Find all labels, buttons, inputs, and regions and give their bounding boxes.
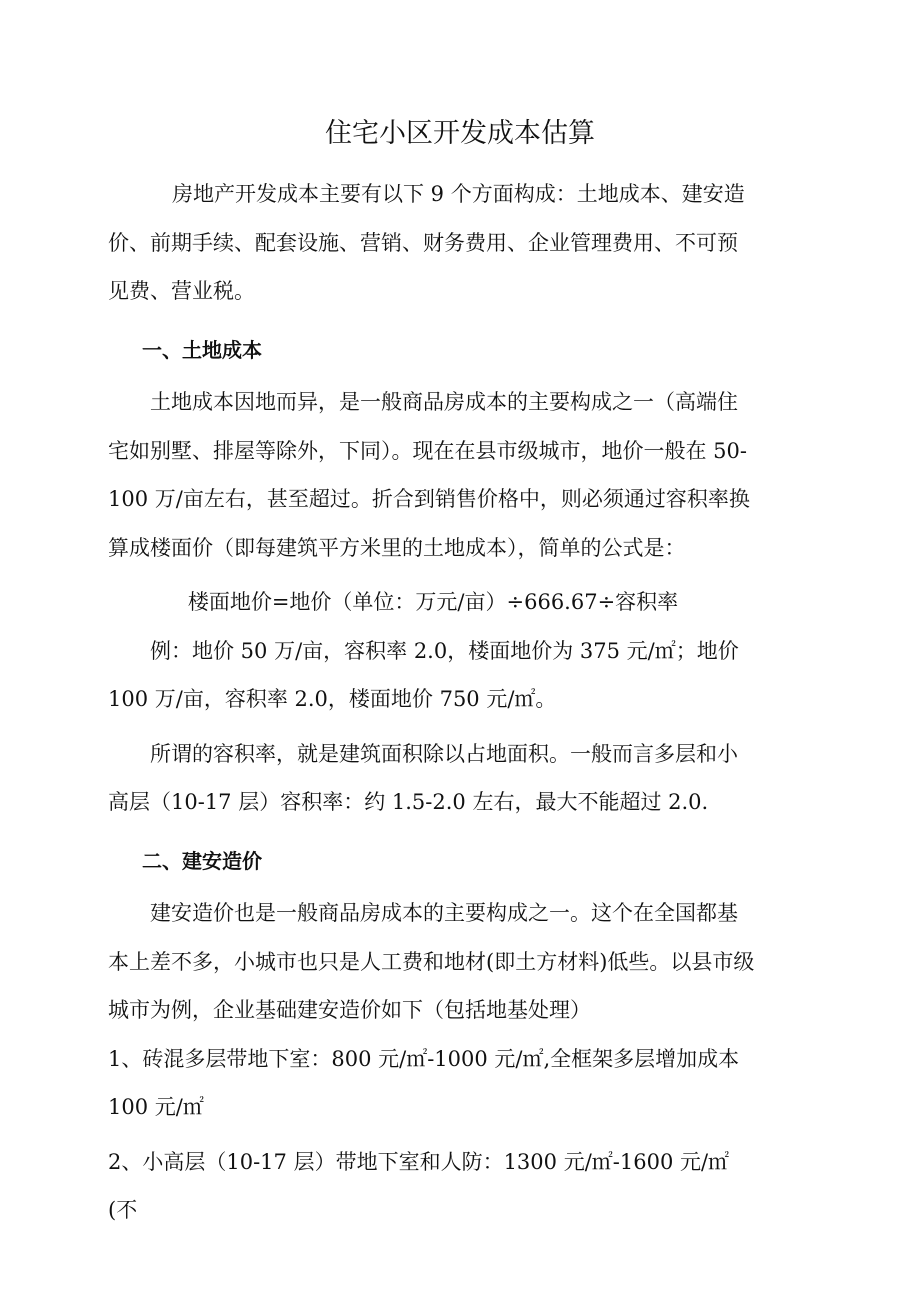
- list-item-small-highrise: 2、小高层（10-17 层）带地下室和人防：1300 元/㎡-1600 元/㎡(不: [108, 1149, 730, 1222]
- floor-price-formula: 楼面地价=地价（单位：万元/亩）÷666.67÷容积率: [187, 590, 679, 614]
- intro-paragraph: 房地产开发成本主要有以下 9 个方面构成：土地成本、建安造价、前期手续、配套设施、营销、财务费用、企业管理费用、不可预见费、营业税。: [108, 182, 745, 303]
- land-cost-example: 例：地价 50 万/亩，容积率 2.0，楼面地价为 375 元/㎡；地价 100 万/亩，容积率 2.0，楼面地价 750 元/㎡。: [108, 638, 739, 711]
- document-title: 住宅小区开发成本估算: [325, 118, 595, 149]
- section-heading-land-cost: 一、土地成本: [142, 337, 262, 362]
- construction-cost-paragraph: 建安造价也是一般商品房成本的主要构成之一。这个在全国都基本上差不多，小城市也只是人工费和地材(即土方材料)低些。以县市级城市为例，企业基础建安造价如下（包括地基处理）: [108, 901, 755, 1022]
- land-cost-paragraph: 土地成本因地而异，是一般商品房成本的主要构成之一（高端住宅如别墅、排屋等除外，下同）。现在在县市级城市，地价一般在 50-100 万/亩左右，甚至超过。折合到销售价格中，则必须通过容积率换算成楼面价（即每建筑平方米里的土地成本），简单的公式是：: [108, 390, 750, 560]
- document-body: [108, 170, 758, 1235]
- list-item-brick-multistory: 1、砖混多层带地下室：800 元/㎡-1000 元/㎡,全框架多层增加成本 100 元/㎡: [108, 1046, 740, 1119]
- plot-ratio-paragraph: 所谓的容积率，就是建筑面积除以占地面积。一般而言多层和小高层（10-17 层）容积率：约 1.5-2.0 左右，最大不能超过 2.0.: [108, 741, 738, 814]
- section-heading-construction-cost: 二、建安造价: [142, 848, 262, 873]
